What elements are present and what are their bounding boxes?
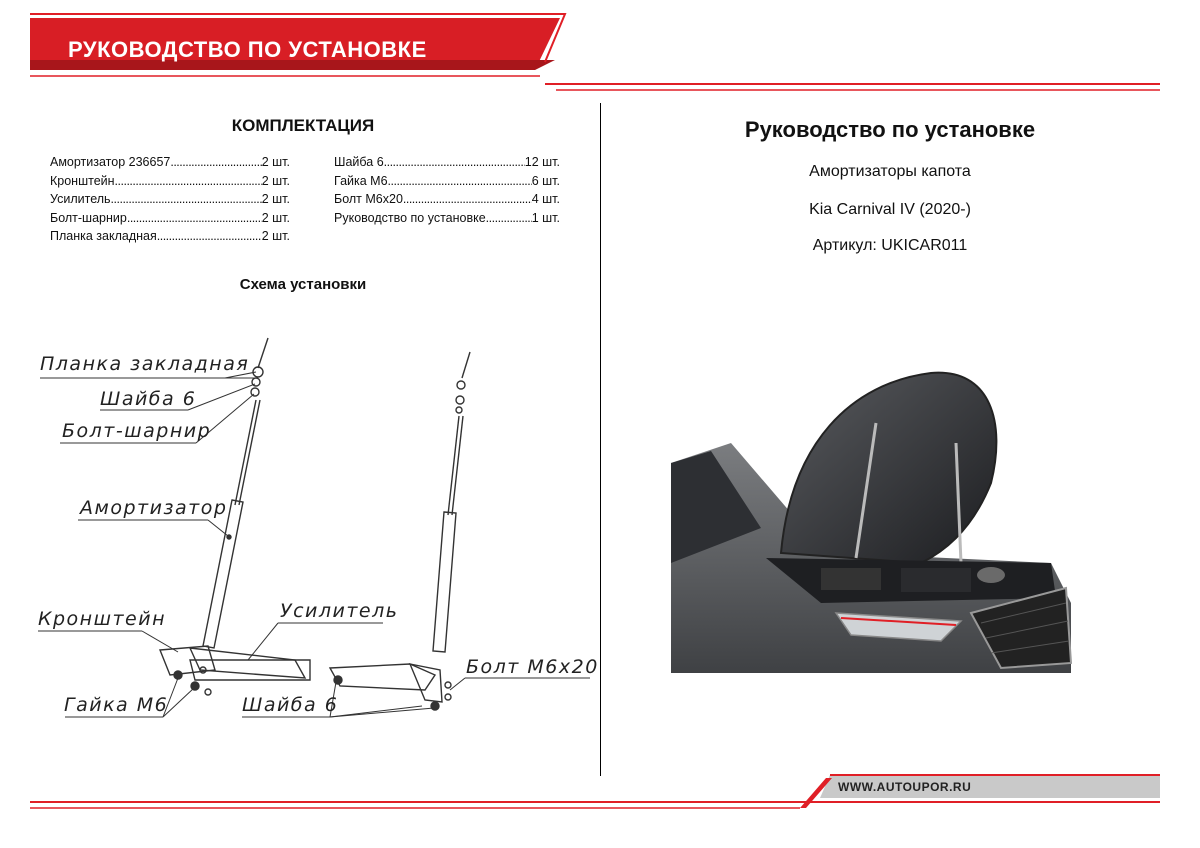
kit-item: Амортизатор 236657 ..... 2 шт.	[50, 153, 290, 172]
kit-list-right	[334, 153, 560, 227]
bracket-right	[330, 664, 451, 710]
kit-item: Шайба 6 ..... 12 шт.	[334, 153, 560, 172]
callout-bolt: Болт М6х20	[466, 656, 599, 678]
kit-item: Руководство по установке ..... 1 шт.	[334, 209, 560, 228]
kit-title: КОМПЛЕКТАЦИЯ	[231, 116, 375, 135]
kit-item: Болт-шарнир ..... 2 шт.	[50, 209, 290, 228]
kit-item: Кронштейн ..... 2 шт.	[50, 172, 290, 191]
strut-right	[433, 352, 470, 652]
callout-reinforcement: Усилитель	[280, 600, 399, 622]
callout-nut: Гайка М6	[64, 694, 169, 716]
kit-item: Планка закладная ..... 2 шт.	[50, 227, 290, 246]
column-divider	[600, 103, 601, 776]
product-description: Амортизаторы капота	[809, 163, 971, 180]
callout-plank: Планка закладная	[40, 353, 250, 375]
article-number: Артикул: UKICAR011	[812, 237, 968, 254]
callout-washer-top: Шайба 6	[100, 388, 197, 410]
callout-strut: Амортизатор	[80, 497, 228, 519]
kit-item: Усилитель ..... 2 шт.	[50, 190, 290, 209]
bracket-left	[160, 646, 310, 695]
document-title: Руководство по установке	[744, 117, 1036, 142]
callout-washer-bottom: Шайба 6	[242, 694, 339, 716]
scheme-title: Схема установки	[239, 276, 367, 293]
callout-hinge-bolt: Болт-шарнир	[62, 420, 212, 442]
callout-bracket: Кронштейн	[38, 608, 167, 630]
strut-left	[203, 338, 268, 648]
footer-url[interactable]: WWW.AUTOUPOR.RU	[838, 780, 972, 794]
header-title: РУКОВОДСТВО ПО УСТАНОВКЕ	[68, 37, 427, 62]
kit-item: Болт М6х20 ..... 4 шт.	[334, 190, 560, 209]
car-photo	[671, 363, 1081, 673]
kit-item: Гайка М6 ..... 6 шт.	[334, 172, 560, 191]
kit-list-left	[50, 153, 290, 246]
vehicle-model: Kia Carnival IV (2020-)	[809, 201, 971, 218]
